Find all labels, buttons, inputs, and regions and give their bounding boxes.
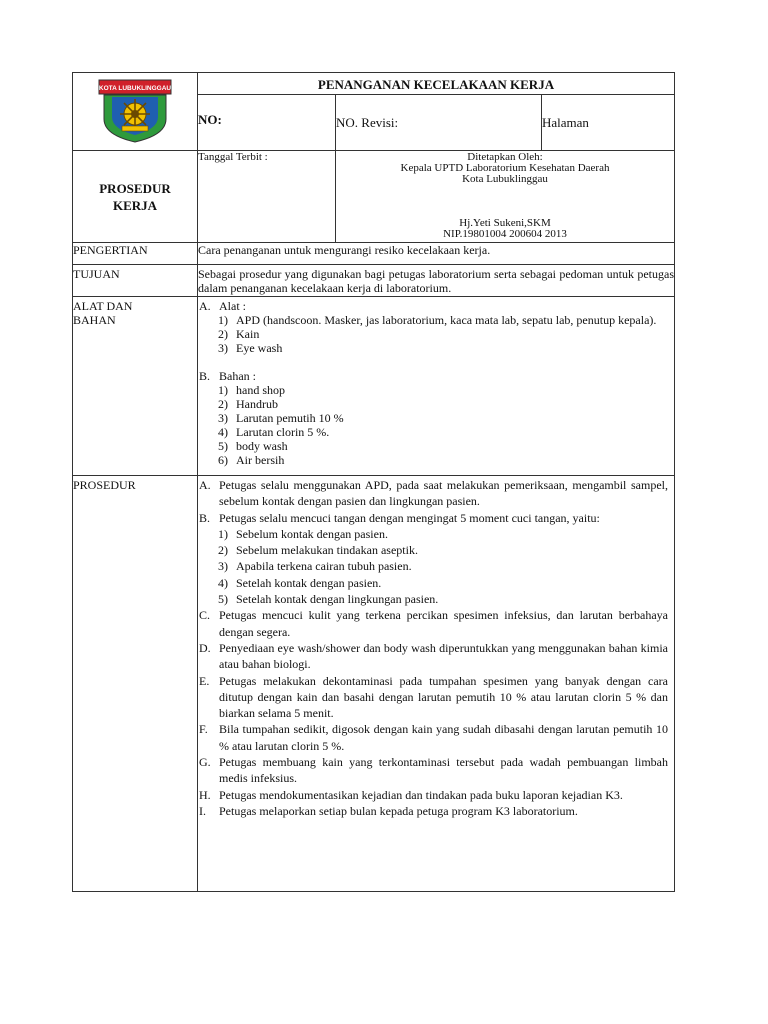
step-marker: I. — [199, 803, 206, 818]
item-text: Kain — [236, 327, 260, 341]
prosedur-label: PROSEDUR — [73, 476, 198, 892]
alat-list — [198, 313, 674, 355]
pengertian-text: Cara penanganan untuk mengurangi resiko kecelakaan kerja. — [198, 243, 675, 265]
step-marker: D. — [199, 640, 211, 655]
step-text: Petugas melaporkan setiap bulan kepada petuga program K3 laboratorium. — [219, 803, 578, 818]
step-text: Petugas selalu menggunakan APD, pada saat melakukan pemeriksaan, mengambil sampel, sebelum kontak dengan pasien dan lingkungan pasien. — [219, 478, 668, 509]
alat-title: Alat : — [219, 299, 246, 313]
bahan-item — [198, 383, 674, 397]
pengertian-label: PENGERTIAN — [73, 243, 198, 265]
item-number: 3) — [218, 411, 228, 425]
no-label: NO: — [198, 95, 336, 151]
item-number: 2) — [218, 397, 228, 411]
step-text: Petugas mencuci kulit yang terkena percikan spesimen infeksius, dan larutan berbahaya dengan segera. — [219, 608, 668, 639]
bahan-item — [198, 397, 674, 411]
step-text: Petugas melakukan dekontaminasi pada tumpahan spesimen yang banyak dengan cara ditutup dengan kain dan basahi dengan larutan pemutih 10 % atau larutan clorin 5 % dan biarkan selama 5 menit. — [219, 673, 668, 721]
item-text: Sebelum kontak dengan pasien. — [236, 526, 388, 541]
item-number: 6) — [218, 453, 228, 467]
item-text: hand shop — [236, 383, 285, 397]
prosedur-step — [198, 673, 668, 722]
tujuan-label: TUJUAN — [73, 265, 198, 297]
alat-section: A. Alat : — [198, 299, 674, 313]
item-number: 1) — [218, 383, 228, 397]
step-marker: G. — [199, 755, 211, 770]
step-marker: B. — [199, 510, 211, 525]
step-marker: H. — [199, 787, 211, 802]
moment-list — [198, 526, 668, 607]
item-text: body wash — [236, 439, 288, 453]
halaman-label: Halaman — [542, 95, 675, 151]
item-number: 1) — [218, 526, 228, 541]
step-marker: E. — [199, 673, 210, 688]
item-number: 2) — [218, 327, 228, 341]
item-text: Larutan clorin 5 %. — [236, 425, 330, 439]
bahan-title: Bahan : — [219, 369, 256, 383]
prosedur-step — [198, 477, 668, 510]
step-marker: A. — [199, 478, 211, 492]
item-text: APD (handscoon. Masker, jas laboratorium, kaca mata lab, sepatu lab, penutup kepala). — [236, 313, 657, 327]
step-text: Petugas mendokumentasikan kejadian dan tindakan pada buku laporan kejadian K3. — [219, 787, 623, 802]
bahan-item — [198, 425, 674, 439]
step-text: Petugas membuang kain yang terkontaminasi tersebut pada wadah pembuangan limbah medis infeksius. — [219, 755, 668, 786]
item-text: Apabila terkena cairan tubuh pasien. — [236, 559, 412, 574]
signatory-nip: NIP.19801004 200604 2013 — [443, 228, 567, 240]
item-text: Sebelum melakukan tindakan aseptik. — [236, 543, 418, 558]
moment-item — [198, 575, 668, 591]
step-text: Petugas selalu mencuci tangan dengan mengingat 5 moment cuci tangan, yaitu: — [219, 510, 600, 525]
moment-item — [198, 558, 668, 574]
ditetapkan-block — [336, 151, 675, 243]
item-number: 5) — [218, 439, 228, 453]
item-number: 3) — [218, 341, 228, 355]
kota-lubuklinggau-logo — [98, 79, 172, 143]
prosedur-step — [198, 607, 668, 640]
bahan-item — [198, 411, 674, 425]
tanggal-terbit-label: Tanggal Terbit : — [198, 151, 336, 243]
logo-cell — [73, 73, 198, 151]
bahan-item — [198, 439, 674, 453]
item-text: Setelah kontak dengan pasien. — [236, 575, 382, 590]
item-text: Larutan pemutih 10 % — [236, 411, 344, 425]
prosedur-steps — [198, 477, 668, 819]
step-marker: F. — [199, 722, 208, 737]
prosedur-step — [198, 721, 668, 754]
moment-item — [198, 591, 668, 607]
bahan-list — [198, 383, 674, 467]
item-number: 3) — [218, 559, 228, 574]
prosedur-content — [198, 476, 675, 892]
item-number: 4) — [218, 575, 228, 590]
item-text: Setelah kontak dengan lingkungan pasien. — [236, 592, 439, 607]
revisi-label: NO. Revisi: — [336, 95, 542, 151]
prosedur-step — [198, 510, 668, 608]
prosedur-step — [198, 787, 668, 803]
item-number: 1) — [218, 313, 228, 327]
sop-document — [72, 72, 674, 892]
item-number: 2) — [218, 543, 228, 558]
svg-text:KOTA LUBUKLINGGAU: KOTA LUBUKLINGGAU — [98, 85, 172, 92]
item-number: 5) — [218, 592, 228, 607]
alat-bahan-label: ALAT DAN BAHAN — [73, 297, 198, 476]
sop-table — [72, 72, 675, 892]
bahan-section: B. Bahan : — [198, 369, 674, 383]
step-text: Bila tumpahan sedikit, digosok dengan kain yang sudah dibasahi dengan larutan pemutih 10 % atau larutan clorin 5 %. — [219, 722, 668, 753]
bahan-item — [198, 453, 674, 467]
prosedur-step — [198, 754, 668, 787]
prosedur-step — [198, 803, 668, 819]
tujuan-text: Sebagai prosedur yang digunakan bagi petugas laboratorium serta sebagai pedoman untuk petugas dalam penanganan kecelakaan kerja di laboratorium. — [198, 265, 675, 297]
document-title: PENANGANAN KECELAKAAN KERJA — [198, 73, 675, 95]
item-number: 4) — [218, 425, 228, 439]
signatory-name: Hj.Yeti Sukeni,SKM — [459, 217, 551, 229]
kota-lubuklinggau: Kota Lubuklinggau — [462, 173, 548, 185]
step-marker: C. — [199, 608, 211, 623]
alat-item — [198, 313, 674, 327]
prosedur-step — [198, 640, 668, 673]
prosedur-kerja-label: PROSEDUR KERJA — [73, 151, 198, 243]
ditetapkan-oleh: Ditetapkan Oleh: — [467, 151, 543, 163]
step-text: Penyediaan eye wash/shower dan body wash diperuntukkan yang menggunakan bahan kimia atau bahan biologi. — [219, 640, 668, 672]
moment-item — [198, 542, 668, 558]
item-text: Air bersih — [236, 453, 285, 467]
alat-item — [198, 341, 674, 355]
alat-bahan-content — [198, 297, 675, 476]
moment-item — [198, 526, 668, 542]
item-text: Handrub — [236, 397, 278, 411]
kepala-uptd: Kepala UPTD Laboratorium Kesehatan Daerah — [400, 162, 610, 174]
item-text: Eye wash — [236, 341, 283, 355]
alat-item — [198, 327, 674, 341]
